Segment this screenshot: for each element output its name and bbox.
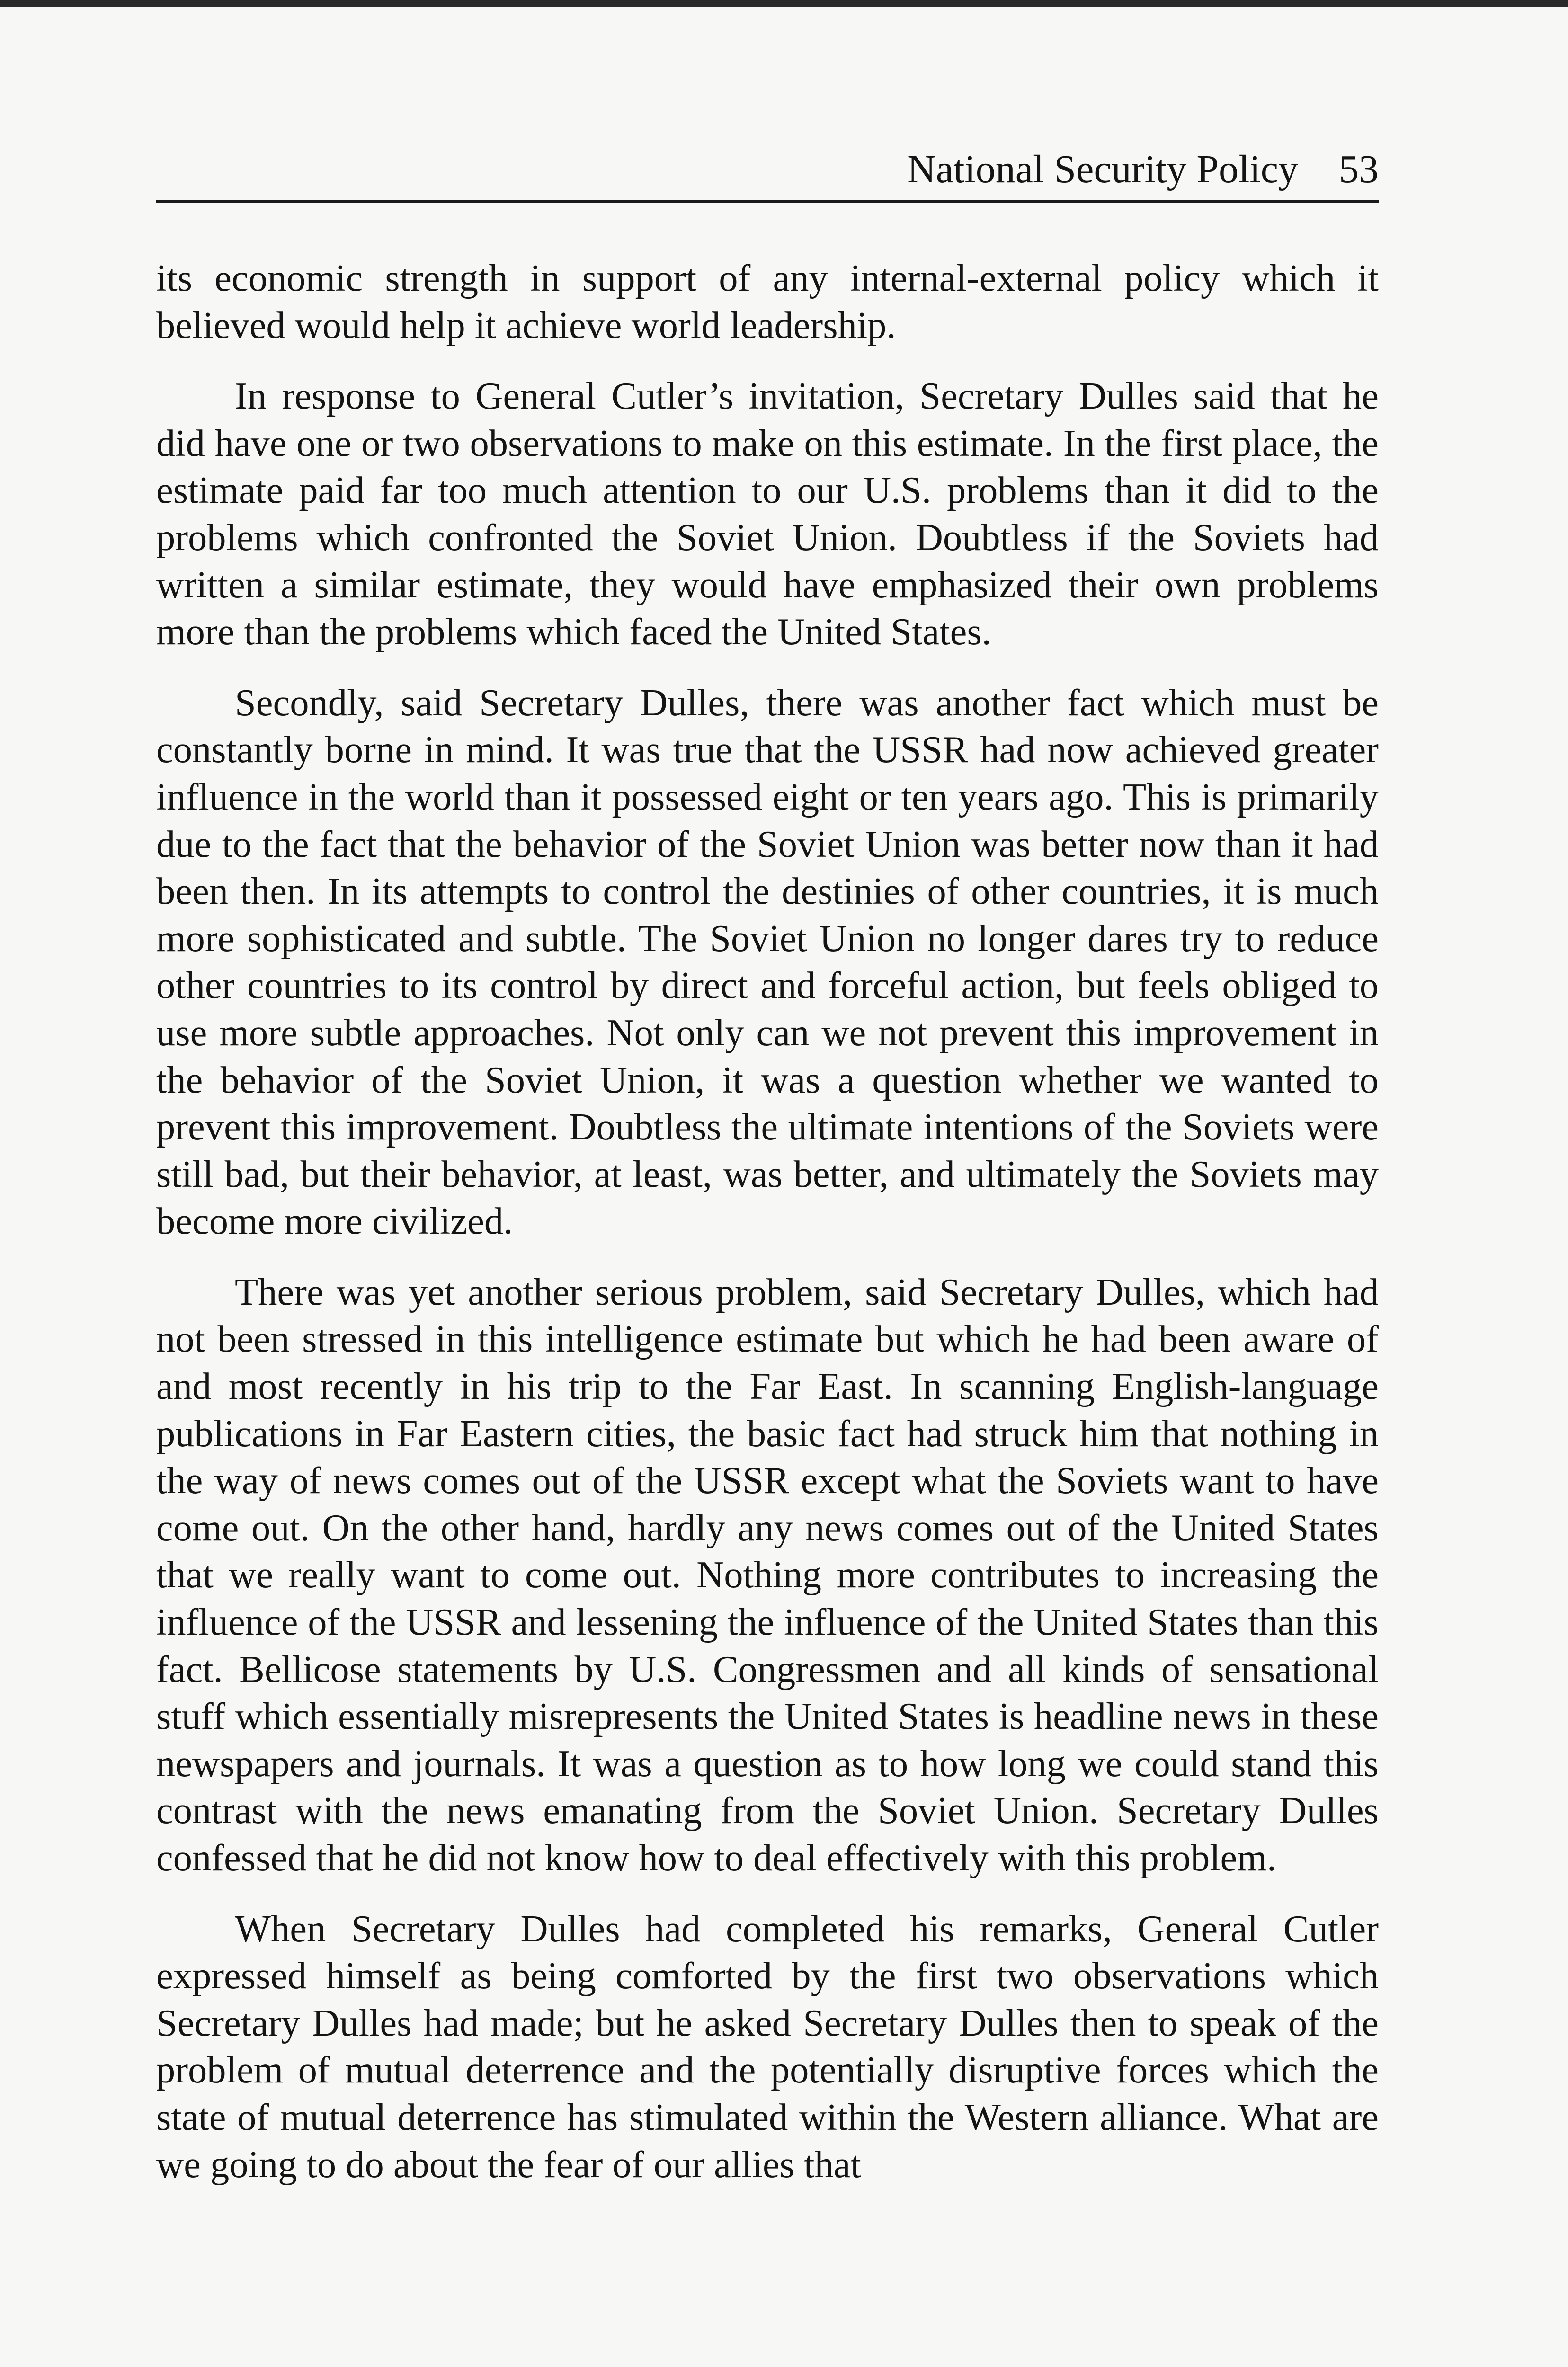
running-title: National Security Policy [907,147,1298,191]
body-text [156,255,1379,2188]
running-header [156,138,1379,203]
paragraph-mutual-deterrence: When Secretary Dulles had completed his remarks, General Cutler expressed himself as being comforted by the first two observations which Secretary Dulles had made; but he asked Secretary Dulles then to speak of the problem of mutual deterrence and the potentially disruptive forces which the state of mutual deterrence has stimulated within the Western alliance. What are we going to do about the fear of our allies that [156,1907,1379,2186]
page-top-edge [0,0,1568,7]
paragraph-soviet-behavior: Secondly, said Secretary Dulles, there was another fact which must be constantly borne in mind. It was true that the USSR had now achieved greater influence in the world than it possessed eight or ten years ago. This is primarily due to the fact that the behavior of the Soviet Union was better now than it had been then. In its attempts to control the destinies of other countries, it is much more sophisticated and subtle. The Soviet Union no longer dares try to reduce other countries to its control by direct and forceful action, but feels obliged to use more subtle approaches. Not only can we not prevent this improvement in the behavior of the Soviet Union, it was a question whether we wanted to prevent this improvement. Doubtless the ultimate intentions of the Soviets were still bad, but their behavior, at least, was better, and ultimately the Soviets may become more civilized. [156,681,1379,1243]
paragraph-dulles-response: In response to General Cutler’s invitation, Secretary Dulles said that he did have one or two observations to make on this estimate. In the first place, the estimate paid far too much attention to our U.S. problems than it did to the problems which confronted the Soviet Union. Doubtless if the Soviets had written a similar estimate, they would have emphasized their own problems more than the problems which faced the United States. [156,375,1379,653]
paragraph-news-problem: There was yet another serious problem, said Secretary Dulles, which had not been stressed in this intelligence estimate but which he had been aware of and most recently in his trip to the Far East. In scanning English-language publications in Far Eastern cities, the basic fact had struck him that nothing in the way of news comes out of the USSR except what the Soviets want to have come out. On the other hand, hardly any news comes out of the United States that we really want to come out. Nothing more contributes to increasing the influence of the USSR and lessening the influence of the United States than this fact. Bellicose statements by U.S. Congressmen and all kinds of sensational stuff which essentially misrepresents the United States is headline news in these newspapers and journals. It was a question as to how long we could stand this contrast with the news emanating from the Soviet Union. Secretary Dulles confessed that he did not know how to deal effectively with this problem. [156,1271,1379,1879]
paragraph-continuation: its economic strength in support of any internal-external policy which it believed would help it achieve world leadership. [156,257,1379,347]
page-number: 53 [1339,147,1379,191]
